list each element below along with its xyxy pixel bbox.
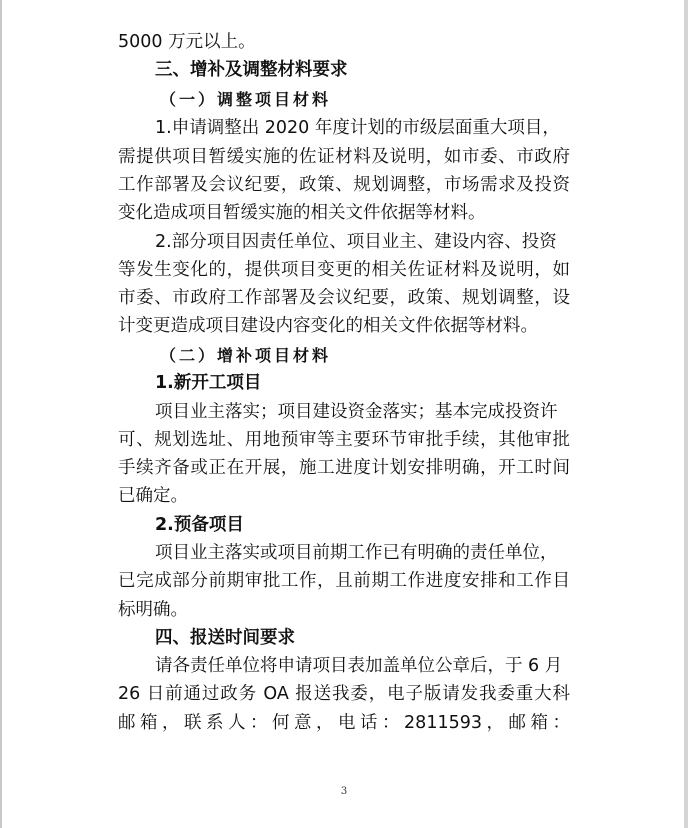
text-line: 已确定。 <box>118 486 188 506</box>
text-line: 项目业主落实；项目建设资金落实；基本完成投资许 <box>155 402 558 422</box>
text-line: 等发生变化的，提供项目变更的相关佐证材料及说明，如 <box>118 260 570 280</box>
text-line: 已完成部分前期审批工作，且前期工作进度安排和工作目 <box>118 571 570 591</box>
page-number: 3 <box>340 786 348 797</box>
text-line: 请各责任单位将申请项目表加盖单位公章后，于 6 月 <box>155 656 563 676</box>
text-line: 手续齐备或正在开展，施工进度计划安排明确，开工时间 <box>118 458 570 478</box>
text-line: 可、规划选址、用地预审等主要环节审批手续，其他审批 <box>118 430 570 450</box>
section-heading-4: 四、报送时间要求 <box>155 628 295 648</box>
text-line: 项目业主落实或项目前期工作已有明确的责任单位， <box>155 543 558 563</box>
text-line: 5000 万元以上。 <box>118 32 256 52</box>
text-line: 工作部署及会议纪要，政策、规划调整，市场需求及投资 <box>118 175 570 195</box>
subsection-heading-supplement: （二）增补项目材料 <box>160 346 332 365</box>
text-line: 2.部分项目因责任单位、项目业主、建设内容、投资 <box>155 232 557 252</box>
text-line: 市委、市政府工作部署及会议纪要，政策、规划调整，设 <box>118 288 570 308</box>
text-line: 26 日前通过政务 OA 报送我委，电子版请发我委重大科 <box>118 684 570 704</box>
text-line: 需提供项目暂缓实施的佐证材料及说明，如市委、市政府 <box>118 147 570 167</box>
text-line: 计变更造成项目建设内容变化的相关文件依据等材料。 <box>118 316 538 336</box>
text-line: 邮箱，联系人：何意，电话：2811593，邮箱： <box>118 713 570 733</box>
item-heading-reserve: 2.预备项目 <box>155 515 244 535</box>
text-line: 1.申请调整出 2020 年度计划的市级层面重大项目， <box>155 118 560 138</box>
text-line: 变化造成项目暂缓实施的相关文件依据等材料。 <box>118 203 486 223</box>
subsection-heading-adjust: （一）调整项目材料 <box>160 90 332 109</box>
section-heading-3: 三、增补及调整材料要求 <box>155 60 348 80</box>
item-heading-new-start: 1.新开工项目 <box>155 373 262 393</box>
text-line: 标明确。 <box>118 600 188 620</box>
